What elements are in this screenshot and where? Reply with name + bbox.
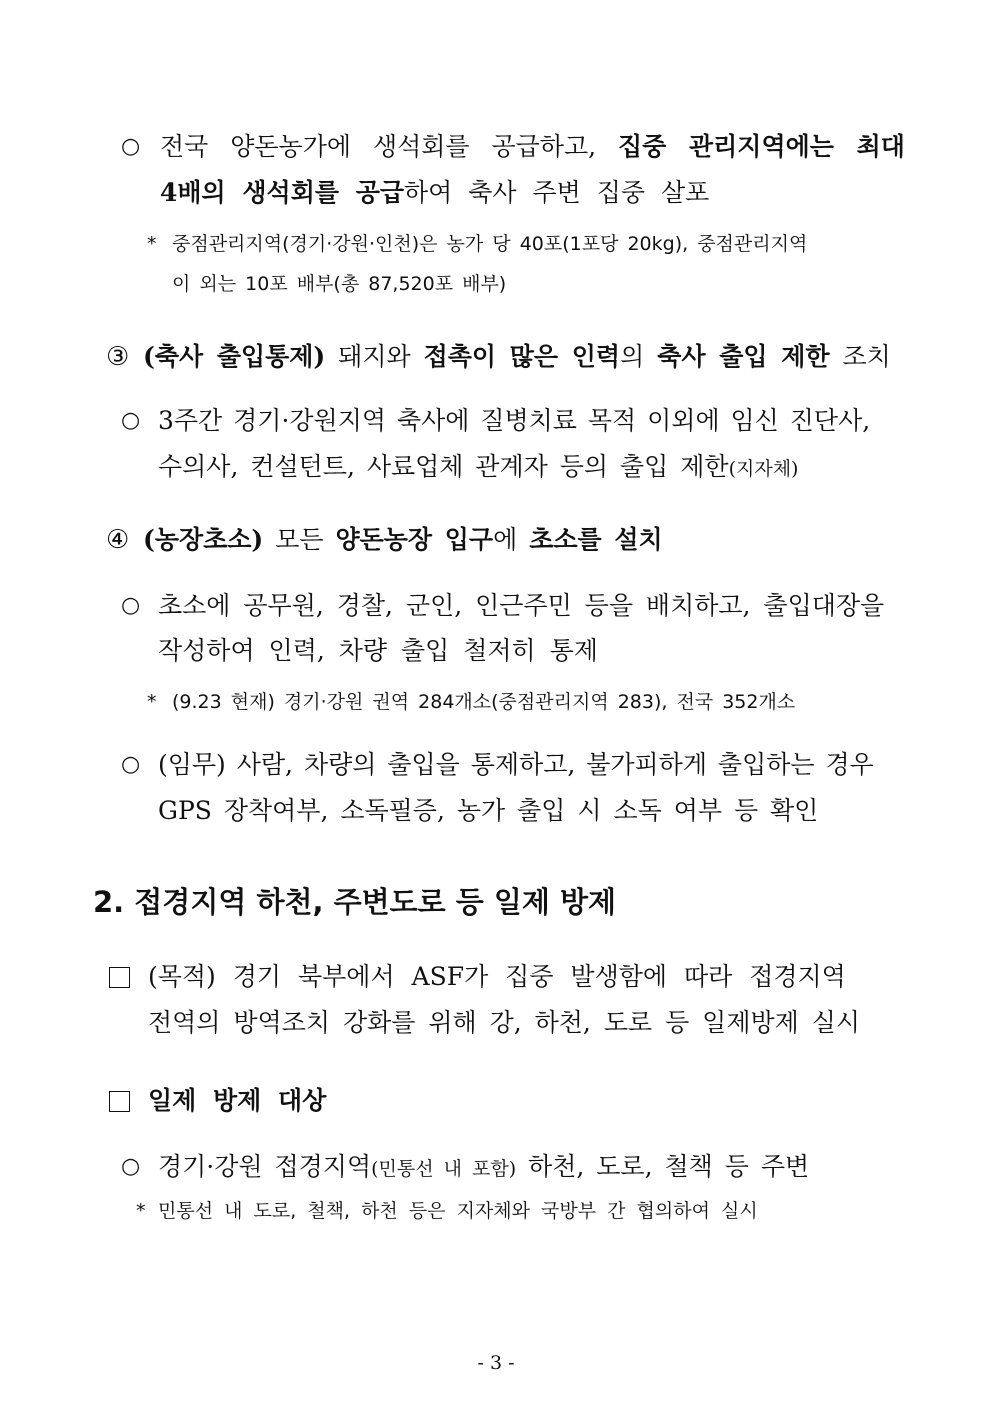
bullet-icon: ○ <box>121 1154 141 1179</box>
paragraph-line <box>160 130 905 164</box>
bold-text: 4배의 생석회를 공급 <box>160 178 405 207</box>
subsection-title: 일제 방제 대상 <box>148 1086 327 1115</box>
text: 전국 양돈농가에 생석회를 공급하고, <box>160 132 618 161</box>
paragraph-line: (목적) 경기 북부에서 ASF가 집중 발생함에 따라 접경지역 <box>148 962 846 991</box>
section-heading: 2. 접경지역 하천, 주변도로 등 일제 방제 <box>93 885 616 919</box>
note-line: 민통선 내 도로, 철책, 하천 등은 지자체와 국방부 간 협의하여 실시 <box>158 1200 758 1222</box>
text: 의 <box>620 342 658 371</box>
bullet-icon: ○ <box>121 593 141 618</box>
section-title <box>143 340 891 374</box>
page-number: - 3 - <box>477 1352 515 1374</box>
text: 경기·강원 접경지역 <box>158 1152 372 1181</box>
text: 조치 <box>829 342 891 371</box>
section-title <box>143 523 663 557</box>
paragraph-line: 전역의 방역조치 강화를 위해 강, 하천, 도로 등 일제방제 실시 <box>148 1008 861 1037</box>
note-line: 이 외는 10포 배부(총 87,520포 배부) <box>172 273 507 295</box>
paragraph-line: 3주간 경기·강원지역 축사에 질병치료 목적 이외에 임신 진단사, <box>158 406 871 435</box>
paragraph-line: 초소에 공무원, 경찰, 군인, 인근주민 등을 배치하고, 출입대장을 <box>158 591 885 620</box>
bold-text: 축사 출입 제한 <box>657 342 830 371</box>
bullet-icon: ○ <box>121 134 141 159</box>
paragraph-line: 작성하여 인력, 차량 출입 철저히 통제 <box>158 636 598 665</box>
small-text: (민통선 내 포함) <box>371 1158 517 1180</box>
text: 수의사, 컨설턴트, 사료업체 관계자 등의 출입 제한 <box>158 452 729 481</box>
paragraph-line: GPS 장착여부, 소독필증, 농가 출입 시 소독 여부 등 확인 <box>158 796 819 825</box>
note-line: (9.23 현재) 경기·강원 권역 284개소(중점관리지역 283), 전국 352개소 <box>172 691 796 713</box>
bold-text: (축사 출입통제) <box>143 342 326 371</box>
note-line: 중점관리지역(경기·강원·인천)은 농가 당 40포(1포당 20kg), 중점관리지역 <box>172 233 808 255</box>
paragraph-line <box>160 176 709 210</box>
bold-text: 초소를 설치 <box>529 525 663 554</box>
bullet-icon: ○ <box>121 752 141 777</box>
bullet-icon: ○ <box>121 408 141 433</box>
bold-text: 접촉이 많은 인력 <box>423 342 621 371</box>
text: 모든 <box>263 525 336 554</box>
text: 하천, 도로, 철책 등 주변 <box>516 1152 810 1181</box>
text: 하여 축사 주변 집중 살포 <box>404 178 710 207</box>
note-marker: * <box>147 691 157 713</box>
bold-text: 집중 관리지역에는 최대 <box>618 132 905 161</box>
circled-number-3: ③ <box>106 342 130 372</box>
paragraph-line: (임무) 사람, 차량의 출입을 통제하고, 불가피하게 출입하는 경우 <box>158 750 874 779</box>
bold-text: 양돈농장 입구 <box>335 525 494 554</box>
text: 에 <box>493 525 530 554</box>
paragraph-line <box>158 450 798 486</box>
paragraph-line <box>158 1150 809 1186</box>
bold-text: (농장초소) <box>143 525 264 554</box>
checkbox-square-icon <box>109 967 130 988</box>
circled-number-4: ④ <box>106 525 130 555</box>
checkbox-square-icon <box>109 1091 130 1112</box>
small-text: (지자체) <box>728 458 799 480</box>
note-marker: * <box>136 1200 146 1222</box>
note-marker: * <box>147 233 157 255</box>
text: 돼지와 <box>325 342 424 371</box>
